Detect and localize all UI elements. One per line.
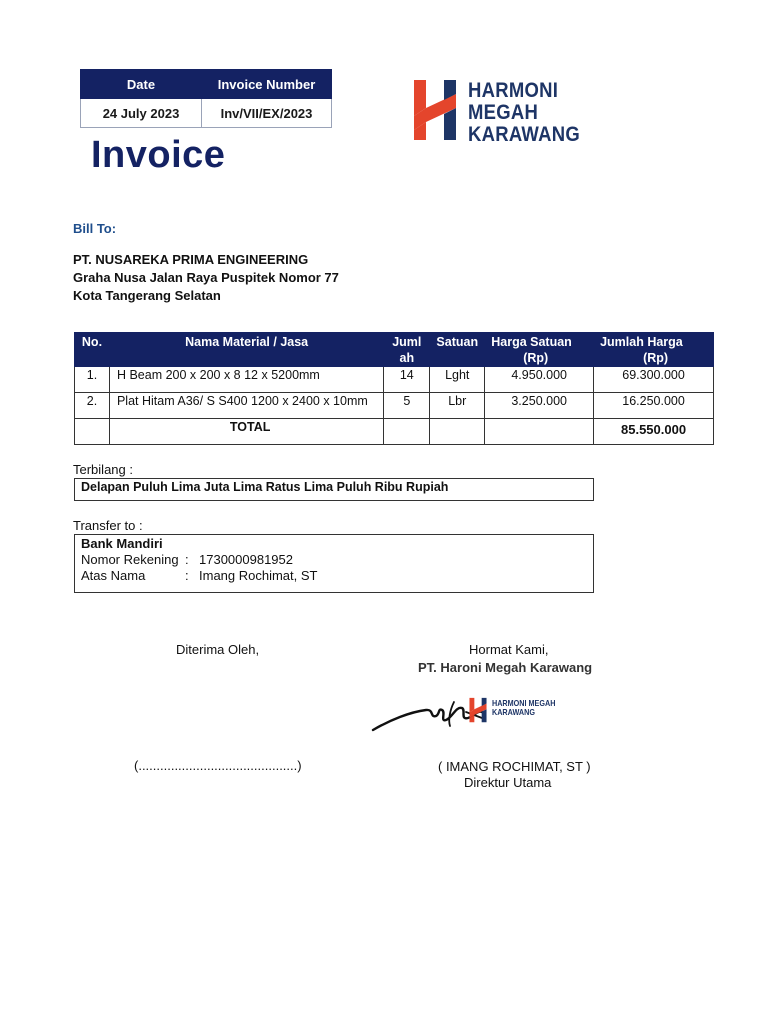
table-row bbox=[75, 367, 714, 393]
transfer-details: Bank Mandiri Nomor Rekening : 1730000981952 Atas Nama : Imang Rochimat, ST bbox=[74, 534, 594, 593]
table-row bbox=[75, 393, 714, 419]
row-unit: Lght bbox=[430, 367, 485, 393]
row-name: H Beam 200 x 200 x 8 12 x 5200mm bbox=[109, 367, 383, 393]
receiver-signature-line: (............................................) bbox=[134, 758, 302, 773]
stamp-logo bbox=[468, 697, 568, 725]
bank-name: Bank Mandiri bbox=[81, 536, 163, 551]
sender-company: PT. Haroni Megah Karawang bbox=[418, 660, 593, 675]
row-price: 3.250.000 bbox=[485, 393, 594, 419]
col-no-header: No. bbox=[75, 333, 110, 367]
col-name-header: Nama Material / Jasa bbox=[109, 333, 383, 367]
bill-to-address-line1: Graha Nusa Jalan Raya Puspitek Nomor 77 bbox=[73, 270, 339, 285]
items-header-row bbox=[75, 333, 714, 367]
total-amount: 85.550.000 bbox=[594, 419, 714, 445]
terbilang-label: Terbilang : bbox=[73, 462, 133, 477]
row-qty: 14 bbox=[384, 367, 430, 393]
bill-to-company: PT. NUSAREKA PRIMA ENGINEERING bbox=[73, 252, 309, 267]
col-price-header: Harga Satuan (Rp) bbox=[485, 333, 594, 367]
account-number: 1730000981952 bbox=[199, 552, 293, 567]
row-qty: 5 bbox=[384, 393, 430, 419]
col-amount-header: Jumlah Harga (Rp) bbox=[594, 333, 714, 367]
bill-to-address bbox=[73, 251, 339, 305]
stamp-wordmark: HARMONI MEGAH KARAWANG bbox=[492, 698, 556, 717]
bill-to-address-line2: Kota Tangerang Selatan bbox=[73, 288, 221, 303]
logo-mark-icon bbox=[468, 697, 488, 723]
transfer-label: Transfer to : bbox=[73, 518, 143, 533]
logo-mark-icon bbox=[412, 78, 458, 142]
account-number-label: Nomor Rekening bbox=[81, 552, 179, 567]
row-amount: 69.300.000 bbox=[594, 367, 714, 393]
row-amount: 16.250.000 bbox=[594, 393, 714, 419]
invoice-number-header: Invoice Number bbox=[202, 70, 332, 99]
company-logo bbox=[412, 78, 652, 144]
items-table bbox=[74, 332, 714, 445]
invoice-number: Inv/VII/EX/2023 bbox=[202, 99, 332, 128]
row-unit: Lbr bbox=[430, 393, 485, 419]
signer-name: ( IMANG ROCHIMAT, ST ) bbox=[438, 759, 591, 774]
date-header: Date bbox=[81, 70, 202, 99]
row-no: 1. bbox=[75, 367, 110, 393]
terbilang-text: Delapan Puluh Lima Juta Lima Ratus Lima Puluh Ribu Rupiah bbox=[74, 478, 594, 501]
account-name-label: Atas Nama bbox=[81, 568, 146, 583]
col-unit-header: Satuan bbox=[430, 333, 485, 367]
invoice-meta-table bbox=[80, 69, 332, 128]
row-no: 2. bbox=[75, 393, 110, 419]
signer-title: Direktur Utama bbox=[464, 775, 552, 790]
invoice-date: 24 July 2023 bbox=[81, 99, 202, 128]
bill-to-label: Bill To: bbox=[73, 221, 117, 236]
page-title: Invoice bbox=[91, 134, 226, 176]
received-by-label: Diterima Oleh, bbox=[176, 642, 260, 657]
regards-label: Hormat Kami, bbox=[469, 642, 549, 657]
logo-wordmark: HARMONI MEGAH KARAWANG bbox=[468, 79, 580, 146]
account-name: Imang Rochimat, ST bbox=[199, 568, 318, 583]
total-row bbox=[75, 419, 714, 445]
row-price: 4.950.000 bbox=[485, 367, 594, 393]
total-label: TOTAL bbox=[109, 419, 383, 445]
row-name: Plat Hitam A36/ S S400 1200 x 2400 x 10mm bbox=[109, 393, 383, 419]
col-qty-header: Juml ah bbox=[384, 333, 430, 367]
